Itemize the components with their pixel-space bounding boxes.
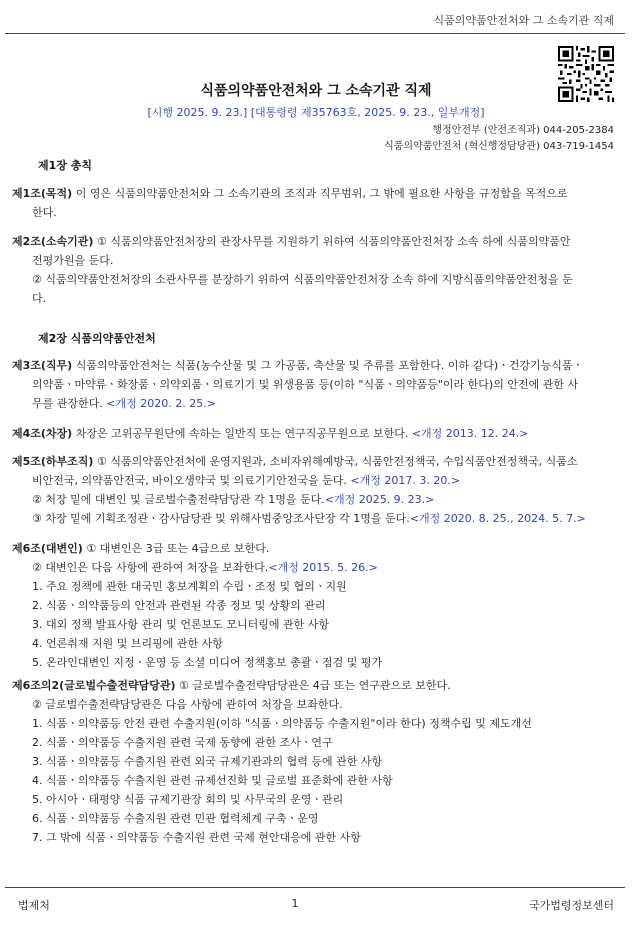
- chapter-2-heading: 제2장 식품의약품안전처: [38, 332, 156, 345]
- footer-source: 법제처: [18, 899, 50, 912]
- header-rule: [5, 33, 625, 34]
- article-4-revision: <개정 2013. 12. 24.>: [411, 427, 529, 440]
- article-6-2: [12, 676, 618, 847]
- article-3-head: 제3조(직무): [12, 359, 73, 372]
- article-6-2-para-1: ① 글로벌수출전략담당관은 4급 또는 연구관으로 보한다.: [175, 679, 451, 692]
- article-1-cont: 한다.: [32, 206, 57, 219]
- list-item: 3. 대외 정책 발표사항 관리 및 언론보도 모니터링에 관한 사항: [32, 618, 329, 631]
- article-2-para-2: ② 식품의약품안전처장의 소관사무를 분장하기 위하여 식품의약품안전처장 소속 하에 지방식품의약품안전청을 둔: [32, 273, 573, 286]
- article-5-para-3: ③ 차장 밑에 기획조정관ㆍ감사담당관 및 위해사범중앙조사단장 각 1명을 둔다.: [32, 512, 410, 525]
- list-item: 1. 주요 정책에 관한 대국민 홍보계획의 수립ㆍ조정 및 협의ㆍ지원: [32, 580, 347, 593]
- list-item: 1. 식품ㆍ의약품등 안전 관련 수출지원(이하 "식품ㆍ의약품등 수출지원"이라 한다) 정책수립 및 제도개선: [32, 717, 532, 730]
- footer-publisher: 국가법령정보센터: [528, 899, 614, 912]
- article-6-para-1: ① 대변인은 3급 또는 4급으로 보한다.: [82, 542, 270, 555]
- article-5-para-1-cont: 비안전국, 의약품안전국, 바이오생약국 및 의료기기안전국을 둔다.: [32, 474, 351, 487]
- page-title: 식품의약품안전처와 그 소속기관 직제: [200, 83, 432, 99]
- article-1-text: 이 영은 식품의약품안전처와 그 소속기관의 조직과 직무범위, 그 밖에 필요한 사항을 규정함을 목적으로: [72, 187, 568, 200]
- list-item: 2. 식품ㆍ의약품등의 안전과 관련된 각종 정보 및 상황의 관리: [32, 599, 326, 612]
- article-3-line-2: 의약품ㆍ마약류ㆍ화장품ㆍ의약외품ㆍ의료기기 및 위생용품 등(이하 "식품ㆍ의약품등"이라 한다)의 안전에 관한 사: [32, 378, 579, 391]
- list-item: 7. 그 밖에 식품ㆍ의약품등 수출지원 관련 국제 현안대응에 관한 사항: [32, 831, 361, 844]
- article-6-2-para-2: ② 글로벌수출전략담당관은 다음 사항에 관하여 처장을 보좌한다.: [32, 698, 343, 711]
- article-5: [12, 452, 618, 528]
- article-5-para-2-revision: <개정 2025. 9. 23.>: [324, 493, 435, 506]
- article-3-line-1: 식품의약품안전처는 식품(농수산물 및 그 가공품, 축산물 및 주류를 포함한다. 이하 같다)ㆍ건강기능식품ㆍ: [72, 359, 584, 372]
- list-item: 2. 식품ㆍ의약품등 수출지원 관련 국제 동향에 관한 조사ㆍ연구: [32, 736, 333, 749]
- article-6-head: 제6조(대변인): [12, 542, 83, 555]
- list-item: 4. 식품ㆍ의약품등 수출지원 관련 규제선진화 및 글로벌 표준화에 관한 사항: [32, 774, 393, 787]
- article-6-para-2: ② 대변인은 다음 사항에 관하여 처장을 보좌한다.: [32, 561, 269, 574]
- article-4-text: 차장은 고위공무원단에 속하는 일반직 또는 연구직공무원으로 보한다.: [72, 427, 412, 440]
- article-6-para-2-revision: <개정 2015. 5. 26.>: [268, 561, 378, 574]
- article-4-head: 제4조(차장): [12, 427, 73, 440]
- article-5-head: 제5조(하부조직): [12, 455, 94, 468]
- article-2-head: 제2조(소속기관): [12, 235, 94, 248]
- contact-mfds: 식품의약품안전처 (혁신행정담당관) 043-719-1454: [384, 141, 614, 152]
- enforcement-info: [시행 2025. 9. 23.] [대통령령 제35763호, 2025. 9. 23., 일부개정]: [147, 106, 485, 119]
- list-item: 3. 식품ㆍ의약품등 수출지원 관련 외국 규제기관과의 협력 등에 관한 사항: [32, 755, 383, 768]
- page-number: 1: [291, 897, 299, 910]
- article-5-para-1-revision: <개정 2017. 3. 20.>: [350, 474, 461, 487]
- article-6-2-head: 제6조의2(글로벌수출전략담당관): [12, 679, 176, 692]
- article-3-line-3: 무를 관장한다.: [32, 397, 107, 410]
- article-3-revision: <개정 2020. 2. 25.>: [106, 397, 216, 410]
- article-1-head: 제1조(목적): [12, 187, 73, 200]
- article-2-para-1: ① 식품의약품안전처장의 관장사무를 지원하기 위하여 식품의약품안전처장 소속 하에 식품의약품안: [93, 235, 571, 248]
- article-2: [12, 232, 618, 308]
- article-5-para-1: ① 식품의약품안전처에 운영지원과, 소비자위해예방국, 식품안전정책국, 수입식품안전정책국, 식품소: [93, 455, 578, 468]
- article-5-para-2: ② 처장 밑에 대변인 및 글로벌수출전략담당관 각 1명을 둔다.: [32, 493, 325, 506]
- article-6: [12, 539, 618, 672]
- list-item: 6. 식품ㆍ의약품등 수출지원 관련 민관 협력체계 구축ㆍ운영: [32, 812, 319, 825]
- footer-rule: [5, 887, 625, 888]
- contact-ministry: 행정안전부 (안전조직과) 044-205-2384: [432, 125, 614, 136]
- article-5-para-3-revision: <개정 2020. 8. 25., 2024. 5. 7.>: [409, 512, 586, 525]
- article-2-para-1-cont: 전평가원을 둔다.: [32, 254, 114, 267]
- list-item: 5. 아시아ㆍ태평양 식품 규제기관장 회의 및 사무국의 운영ㆍ관리: [32, 793, 344, 806]
- list-item: 5. 온라인대변인 지정ㆍ운영 등 소셜 미디어 정책홍보 총괄ㆍ점검 및 평가: [32, 656, 383, 669]
- article-3: [12, 356, 618, 413]
- list-item: 4. 언론취재 지원 및 브리핑에 관한 사항: [32, 637, 223, 650]
- running-header: 식품의약품안전처와 그 소속기관 직제: [433, 14, 614, 27]
- article-4: [12, 424, 618, 443]
- chapter-1-heading: 제1장 총칙: [38, 159, 92, 172]
- article-1: [12, 184, 618, 222]
- article-2-para-2-cont: 다.: [32, 292, 47, 305]
